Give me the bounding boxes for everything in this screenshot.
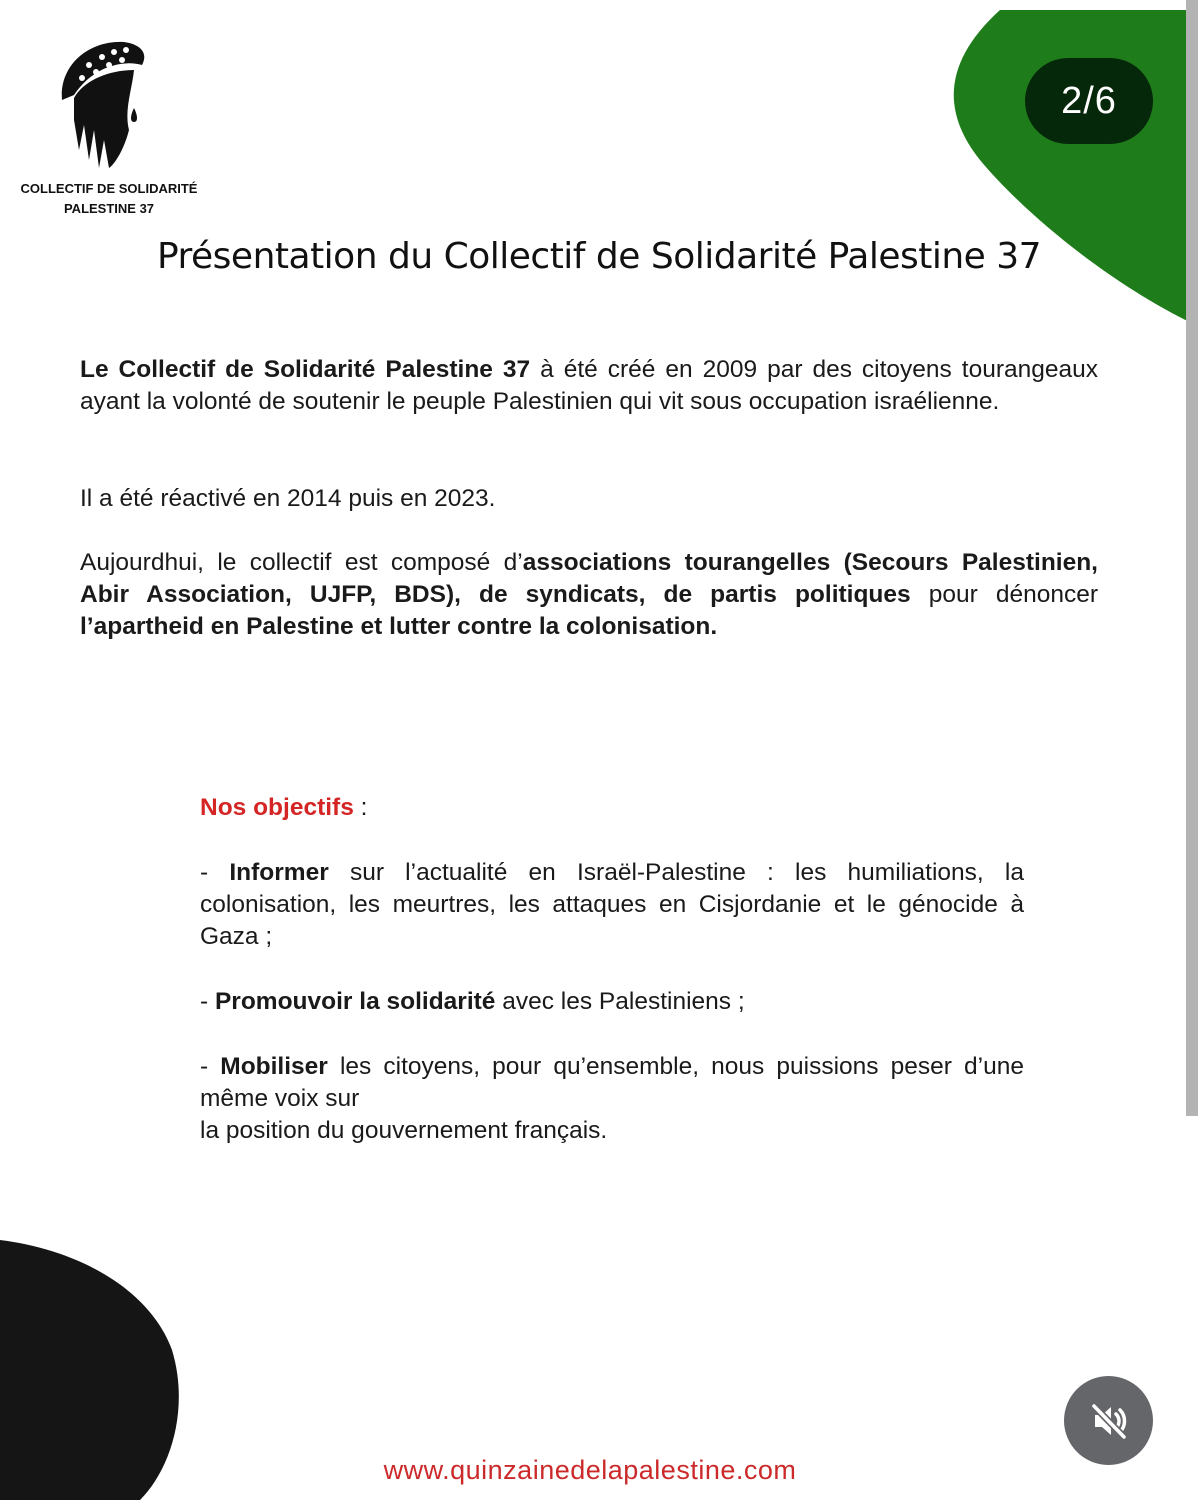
scrollbar[interactable] (1186, 0, 1198, 1116)
objective-text: sur l’actualité en Israël-Palestine : les humiliations, la colonisation, les meurtres, les attaques en Cisjordanie et le génocide à Gaza ; (200, 859, 1024, 950)
speaker-muted-icon (1087, 1399, 1131, 1443)
objectives-heading-label: Nos objectifs (200, 794, 354, 821)
objectives-heading-colon: : (353, 794, 368, 821)
slide-counter-badge: 2/6 (1025, 58, 1153, 144)
composition-paragraph (80, 547, 1098, 643)
reactivation-paragraph: Il a été réactivé en 2014 puis en 2023. (80, 485, 496, 512)
composition-bold-1: associations tourangelles (Secours Palestinien, Abir Association, UJFP, BDS), de syndicats, de partis politiques (80, 549, 1098, 608)
objectives-heading (200, 792, 1024, 824)
intro-text: à été créé en 2009 par des citoyens tourangeaux ayant la volonté de soutenir le peuple Palestinien qui vit sous occupation israélienne. (80, 356, 1098, 415)
logo-text-line2: PALESTINE 37 (63, 201, 155, 216)
objective-item (200, 986, 1024, 1018)
objective-bold: Promouvoir la solidarité (214, 988, 496, 1015)
black-decorative-shape (0, 0, 200, 1500)
objective-text: les citoyens, pour qu’ensemble, nous puissions peser d’une même voix sur (200, 1053, 1024, 1112)
logo-woman-keffiyeh-icon (14, 30, 204, 170)
objective-text: avec les Palestiniens ; (495, 988, 745, 1015)
objective-item (200, 857, 1024, 953)
dash: - (200, 1053, 221, 1080)
logo (14, 30, 204, 219)
objective-item (200, 1051, 1024, 1147)
dash: - (200, 988, 215, 1015)
logo-text-line1: COLLECTIF DE SOLIDARITÉ (20, 181, 198, 196)
objective-text-continued: la position du gouvernement français. (200, 1117, 608, 1144)
objective-bold: Mobiliser (220, 1053, 328, 1080)
page-title: Présentation du Collectif de Solidarité Palestine 37 (156, 236, 1042, 277)
objective-bold: Informer (229, 859, 329, 886)
intro-paragraph (80, 354, 1098, 418)
composition-text-1: Aujourdhui, le collectif est composé d’ (80, 549, 523, 576)
footer-website-link[interactable]: www.quinzainedelapalestine.com (383, 1455, 797, 1485)
mute-button[interactable] (1064, 1376, 1153, 1465)
composition-text-2: pour dénoncer (910, 581, 1098, 608)
dash: - (200, 859, 230, 886)
intro-bold: Le Collectif de Solidarité Palestine 37 (80, 356, 531, 383)
composition-bold-2: l’apartheid en Palestine et lutter contre la colonisation. (80, 613, 718, 640)
